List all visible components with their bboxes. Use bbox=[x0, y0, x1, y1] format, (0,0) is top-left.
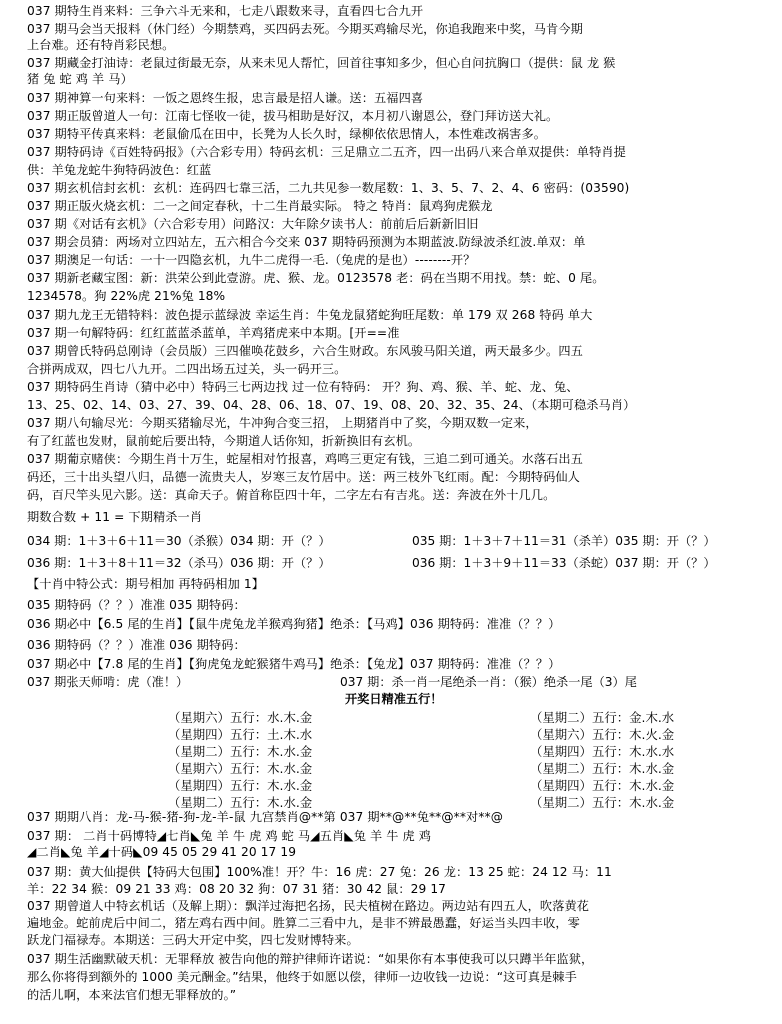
text-line: 037 期：黄大仙提供【特码大包围】100%准！开？牛：16 虎：27 兔：26 龙：13 25 蛇：24 12 马：11 bbox=[27, 865, 612, 879]
text-line: 037 期澳足一句话：一十一四隐玄机，九牛二虎得一毛.（兔虎的是也）--------开？ bbox=[27, 253, 476, 267]
text-line: 037 期曾道人中特玄机话（及解上期）：飘洋过海把名扬，民夫植树在路边。两边站有四五人，吹落黄花 bbox=[27, 899, 590, 913]
text-line: 037 期八句输尽光：今期买猪输尽光，牛冲狗合变三招， 上期猪肖中了奖，今期双数一定来， bbox=[27, 416, 538, 430]
wuxing-heading: 开奖日精准五行！ bbox=[345, 692, 443, 706]
wuxing-left-item: （星期四）五行：土.木.水 bbox=[168, 727, 313, 742]
text-line: 037 期九龙王无错特料：波色提示蓝绿波 幸运生肖：牛兔龙鼠猪蛇狗旺尾数：单 179 双 268 特码 单大 bbox=[27, 308, 593, 322]
text-line: 上台难。还有特肖彩民想。 bbox=[27, 38, 175, 52]
text-line: 037 期特码生肖诗（猜中必中）特码三七两边找 过一位有特码： 开？狗、鸡、猴、羊、蛇、龙、兔、 bbox=[27, 380, 579, 394]
text-line: ◢二肖◣兔 羊◢十码◣09 45 05 29 41 20 17 19 bbox=[27, 845, 297, 859]
text-line: 037 期新老藏宝图：新：洪荣公到此壹游。虎、猴、龙。0123578 老：码在当期不用找。禁：蛇、0 尾。 bbox=[27, 271, 605, 285]
formula-036a: 036 期：1＋3＋8＋11＝32（杀马）036 期：开（？） bbox=[27, 556, 331, 570]
text-line: 期数合数 + 11 = 下期精杀一肖 bbox=[27, 510, 203, 524]
text-line: 036 期必中【6.5 尾的生肖】【鼠牛虎兔龙羊猴鸡狗猪】绝杀：【马鸡】036 期特码：准准（？？） bbox=[27, 617, 561, 631]
text-line: 1234578。狗 22%虎 21%兔 18% bbox=[27, 289, 226, 303]
text-line: 037 期神算一句来料：一饭之恩终生报，忠言最是招人谦。送：五福四喜 bbox=[27, 91, 424, 105]
text-line: 037 期特生肖来料：三争六斗无来和，七走八跟数来寻，直看四七合九开 bbox=[27, 4, 424, 18]
wuxing-right-item: （星期二）五行：木.水.金 bbox=[530, 795, 675, 810]
text-line: 037 期葡京赌侠：今期生肖十万生，蛇屋相对竹报喜，鸡鸣三更定有钱，三追二到可通关。水落石出五 bbox=[27, 452, 583, 466]
text-line: 037 期特码诗《百姓特码报》（六合彩专用）特码玄机：三足鼎立二五齐，四一出码八来合单双提供：单特肖提 bbox=[27, 145, 626, 159]
text-line: 036 期特码（？？）准准 036 期特码： bbox=[27, 638, 246, 652]
text-line: 037 期会员猜：两场对立四站左，五六相合今交来 037 期特码预测为本期蓝波.防绿波杀红波.单双：单 bbox=[27, 235, 586, 249]
text-line: 合拼两成双，四七八九开。二四出场五过关，头一码开三。 bbox=[27, 362, 347, 376]
text-line: 035 期特码（？？）准准 035 期特码： bbox=[27, 598, 246, 612]
text-line: 猪 兔 蛇 鸡 羊 马） bbox=[27, 72, 133, 86]
text-line: 码，百尺竿头见六影。送：真命天子。俯首称臣四十年，二字左右有吉兆。送：奔波在外十几几。 bbox=[27, 488, 556, 502]
text-line: 码还，三十出头望八归，品德一流贵夫人，岁寒三友竹居中。送：两三枝外飞红雨。配：今期特码仙人 bbox=[27, 470, 580, 484]
text-line: 037 期《对话有玄机》（六合彩专用）问路汉：大年除夕读书人：前前后后新新旧旧 bbox=[27, 217, 479, 231]
text-line: 037 期玄机信封玄机：玄机：连码四七靠三活，二九共见参一数尾数：1、3、5、7、2、4、6 密码：(03590) bbox=[27, 181, 630, 195]
text-line: 037 期马会当天报料（休门经）今期禁鸡，买四码去死。今期买鸡输尽光，你追我跑来中奖，马肯今期 bbox=[27, 22, 583, 36]
wuxing-left-item: （星期六）五行：木.水.金 bbox=[168, 761, 313, 776]
text-line: 羊：22 34 猴：09 21 33 鸡：08 20 32 狗：07 31 猪：30 42 鼠：29 17 bbox=[27, 882, 447, 896]
text-line: 037 期期八肖：龙-马-猴-猪-狗-龙-羊-鼠 九宫禁肖@**第 037 期**@**兔**@**对**@ bbox=[27, 810, 504, 824]
text-line: 037 期： 二肖十码博特◢七肖◣兔 羊 牛 虎 鸡 蛇 马◢五肖◣兔 羊 牛 虎 鸡 bbox=[27, 829, 432, 843]
formula-035: 035 期：1＋3＋7＋11＝31（杀羊）035 期：开（？） bbox=[412, 534, 716, 548]
text-line: 有了红蓝也发财，鼠前蛇后要出特，今期道人话你知，折新换旧有玄机。 bbox=[27, 434, 421, 448]
text-line: 037 期生活幽默破天机：无罪释放 被告向他的辩护律师许诺说：“如果你有本事使我可以只蹲半年监狱， bbox=[27, 952, 594, 966]
formula-036b: 036 期：1＋3＋9＋11＝33（杀蛇）037 期：开（？） bbox=[412, 556, 716, 570]
wuxing-right-item: （星期四）五行：木.水.金 bbox=[530, 778, 675, 793]
text-line: 037 期曾氏特码总刚诗（会员版）三四催唤花鼓乡，六合生财政。东风骏马阳关道，两天最多少。四五 bbox=[27, 344, 583, 358]
wuxing-right-item: （星期二）五行：金.木.水 bbox=[530, 710, 675, 725]
wuxing-right-item: （星期四）五行：木.水.水 bbox=[530, 744, 675, 759]
wuxing-left-item: （星期二）五行：木.水.金 bbox=[168, 795, 313, 810]
wuxing-right-item: （星期二）五行：木.水.金 bbox=[530, 761, 675, 776]
text-line: 037 期藏金打油诗：老鼠过街最无奈，从来未见人帮忙，回首往事知多少，但心自问抗胸口（提供：鼠 龙 猴 bbox=[27, 56, 616, 70]
formula-034: 034 期：1＋3＋6＋11＝30（杀猴）034 期：开（？） bbox=[27, 534, 331, 548]
text-line: 037 期一句解特码：红红蓝蓝杀蓝单，羊鸡猪虎来中本期。[开==准 bbox=[27, 326, 400, 340]
text-line: 的活儿啊，本来法官们想无罪释放的。” bbox=[27, 988, 237, 1002]
wuxing-right-item: （星期六）五行：木.火.金 bbox=[530, 727, 675, 742]
text-line: 037 期正版曾道人一句：江南七怪收一徒，拔马相助是好汉，本月初八谢恩公，登门拜访送大礼。 bbox=[27, 109, 559, 123]
wuxing-left-item: （星期四）五行：木.水.金 bbox=[168, 778, 313, 793]
wuxing-left-item: （星期六）五行：水.木.金 bbox=[168, 710, 313, 725]
text-line: 037 期必中【7.8 尾的生肖】【狗虎兔龙蛇猴猪牛鸡马】绝杀：【兔龙】037 期特码：准准（？？） bbox=[27, 657, 561, 671]
formula-title: 【十肖中特公式：期号相加 再特码相加 1】 bbox=[27, 577, 264, 591]
text-line: 13、25、02、14、03、27、39、04、28、06、18、07、19、08、20、32、35、24、（本期可稳杀马肖） bbox=[27, 398, 636, 412]
text-line: 那么你将得到额外的 1000 美元酬金。”结果，他终于如愿以偿，律师一边收钱一边说：“这可真是棘手 bbox=[27, 970, 577, 984]
text-line: 037 期正版火烧玄机：二一之间定春秋，十二生肖最实际。 特之 特肖：鼠鸡狗虎猴龙 bbox=[27, 199, 493, 213]
zhang-left: 037 期张天师啃：虎（准！） bbox=[27, 675, 189, 689]
text-line: 遍地金。蛇前虎后中间二，猪左鸡右西中间。胜算二三看中九，是非不辨最愚蠢，好运当头四丰收，零 bbox=[27, 916, 580, 930]
text-line: 037 期特平传真来料：老鼠偷瓜在田中，长凳为人长久时，绿柳依依思情人，本性难改祸害多。 bbox=[27, 127, 547, 141]
zhang-right: 037 期：杀一肖一尾绝杀一肖：（猴）绝杀一尾（3）尾 bbox=[340, 675, 637, 689]
text-line: 跃龙门福禄寿。本期送：三码大开定中奖，四七发财博特来。 bbox=[27, 933, 359, 947]
wuxing-left-item: （星期二）五行：木.水.金 bbox=[168, 744, 313, 759]
text-line: 供：羊兔龙蛇牛狗特码波色：红蓝 bbox=[27, 163, 212, 177]
